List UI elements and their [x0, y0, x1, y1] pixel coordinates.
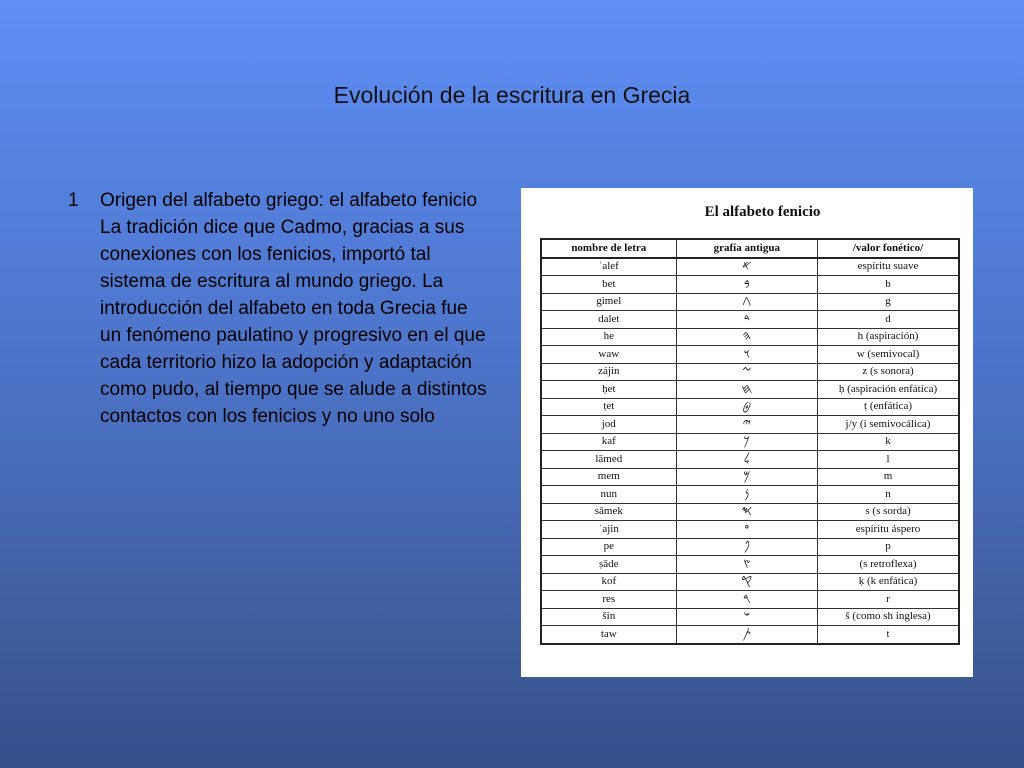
table-row: [541, 591, 959, 609]
letter-name-cell: sāmek: [541, 503, 676, 521]
phonetic-value-cell: r: [818, 591, 959, 609]
phonetic-value-cell: j/y (i semivocálica): [818, 416, 959, 434]
ancient-glyph-cell: 𐤎: [676, 503, 817, 521]
letter-name-cell: kaf: [541, 433, 676, 451]
header-phonetic-value: /valor fonético/: [818, 239, 959, 258]
ancient-glyph-cell: 𐤓: [676, 591, 817, 609]
table-row: [541, 258, 959, 276]
ancient-glyph-cell: 𐤅: [676, 346, 817, 364]
phonetic-value-cell: ḳ (k enfática): [818, 573, 959, 591]
bullet-text: Origen del alfabeto griego: el alfabeto fenicio La tradición dice que Cadmo, gracias a sus conexiones con los fenicios, importó tal sistema de escritura al mundo griego. La introducción del alfabeto en toda Grecia fue un fenómeno paulatino y progresivo en el que cada territorio hizo la adopción y adaptación como pudo, al tiempo que se alude a distintos contactos con los fenicios y no uno solo: [100, 190, 487, 427]
ancient-glyph-cell: 𐤔: [676, 608, 817, 626]
ancient-glyph-cell: 𐤏: [676, 521, 817, 539]
letter-name-cell: ʾalef: [541, 258, 676, 276]
letter-name-cell: zájin: [541, 363, 676, 381]
letter-name-cell: mem: [541, 468, 676, 486]
letter-name-cell: jod: [541, 416, 676, 434]
letter-name-cell: gimel: [541, 293, 676, 311]
phonetic-value-cell: ṭ (enfática): [818, 398, 959, 416]
table-row: [541, 416, 959, 434]
table-row: [541, 346, 959, 364]
ancient-glyph-cell: 𐤕: [676, 626, 817, 644]
table-row: [541, 556, 959, 574]
letter-name-cell: he: [541, 328, 676, 346]
table-row: [541, 276, 959, 294]
ancient-glyph-cell: 𐤁: [676, 276, 817, 294]
table-row: [541, 311, 959, 329]
phonetic-value-cell: ḥ (aspiración enfática): [818, 381, 959, 399]
phonetic-value-cell: d: [818, 311, 959, 329]
letter-name-cell: waw: [541, 346, 676, 364]
table-row: [541, 363, 959, 381]
letter-name-cell: lāmed: [541, 451, 676, 469]
table-row: [541, 521, 959, 539]
ancient-glyph-cell: 𐤂: [676, 293, 817, 311]
table-row: [541, 538, 959, 556]
table-row: [541, 503, 959, 521]
letter-name-cell: taw: [541, 626, 676, 644]
table-row: [541, 468, 959, 486]
letter-name-cell: kof: [541, 573, 676, 591]
ancient-glyph-cell: 𐤇: [676, 381, 817, 399]
table-row: [541, 486, 959, 504]
ancient-glyph-cell: 𐤒: [676, 573, 817, 591]
phonetic-value-cell: m: [818, 468, 959, 486]
phonetic-value-cell: n: [818, 486, 959, 504]
phonetic-value-cell: w (semivocal): [818, 346, 959, 364]
phoenician-alphabet-figure: [521, 188, 973, 677]
phonetic-value-cell: t: [818, 626, 959, 644]
ancient-glyph-cell: 𐤈: [676, 398, 817, 416]
phonetic-value-cell: l: [818, 451, 959, 469]
table-row: [541, 573, 959, 591]
phonetic-value-cell: espíritu suave: [818, 258, 959, 276]
table-row: [541, 398, 959, 416]
ancient-glyph-cell: 𐤑: [676, 556, 817, 574]
phonetic-value-cell: espíritu áspero: [818, 521, 959, 539]
letter-name-cell: dalet: [541, 311, 676, 329]
ancient-glyph-cell: 𐤀: [676, 258, 817, 276]
phonetic-value-cell: š (como sh inglesa): [818, 608, 959, 626]
figure-title: El alfabeto fenicio: [704, 204, 821, 220]
phonetic-value-cell: h (aspiración): [818, 328, 959, 346]
header-letter-name: nombre de letra: [541, 239, 676, 258]
phonetic-value-cell: p: [818, 538, 959, 556]
header-ancient-glyph: grafía antigua: [676, 239, 817, 258]
letter-name-cell: nun: [541, 486, 676, 504]
bullet-number: 1: [68, 190, 79, 211]
ancient-glyph-cell: 𐤍: [676, 486, 817, 504]
table-row: [541, 626, 959, 644]
phonetic-value-cell: g: [818, 293, 959, 311]
table-body: [541, 258, 959, 644]
slide-title: Evolución de la escritura en Grecia: [333, 82, 691, 108]
letter-name-cell: ḥet: [541, 381, 676, 399]
letter-name-cell: šin: [541, 608, 676, 626]
ancient-glyph-cell: 𐤊: [676, 433, 817, 451]
bullet-paragraph: [68, 187, 493, 430]
letter-name-cell: res: [541, 591, 676, 609]
table-row: [541, 381, 959, 399]
phonetic-value-cell: k: [818, 433, 959, 451]
phonetic-value-cell: z (s sonora): [818, 363, 959, 381]
ancient-glyph-cell: 𐤃: [676, 311, 817, 329]
letter-name-cell: ṣāde: [541, 556, 676, 574]
phonetic-value-cell: s (s sorda): [818, 503, 959, 521]
phonetic-value-cell: b: [818, 276, 959, 294]
table-row: [541, 293, 959, 311]
ancient-glyph-cell: 𐤄: [676, 328, 817, 346]
table-row: [541, 433, 959, 451]
letter-name-cell: ṭet: [541, 398, 676, 416]
ancient-glyph-cell: 𐤉: [676, 416, 817, 434]
letter-name-cell: ʿajin: [541, 521, 676, 539]
ancient-glyph-cell: 𐤆: [676, 363, 817, 381]
table-row: [541, 328, 959, 346]
phoenician-alphabet-table: [540, 238, 960, 645]
letter-name-cell: bet: [541, 276, 676, 294]
phonetic-value-cell: (s retroflexa): [818, 556, 959, 574]
letter-name-cell: pe: [541, 538, 676, 556]
ancient-glyph-cell: 𐤋: [676, 451, 817, 469]
ancient-glyph-cell: 𐤌: [676, 468, 817, 486]
ancient-glyph-cell: 𐤐: [676, 538, 817, 556]
table-row: [541, 451, 959, 469]
table-header-row: [541, 239, 959, 258]
table-row: [541, 608, 959, 626]
